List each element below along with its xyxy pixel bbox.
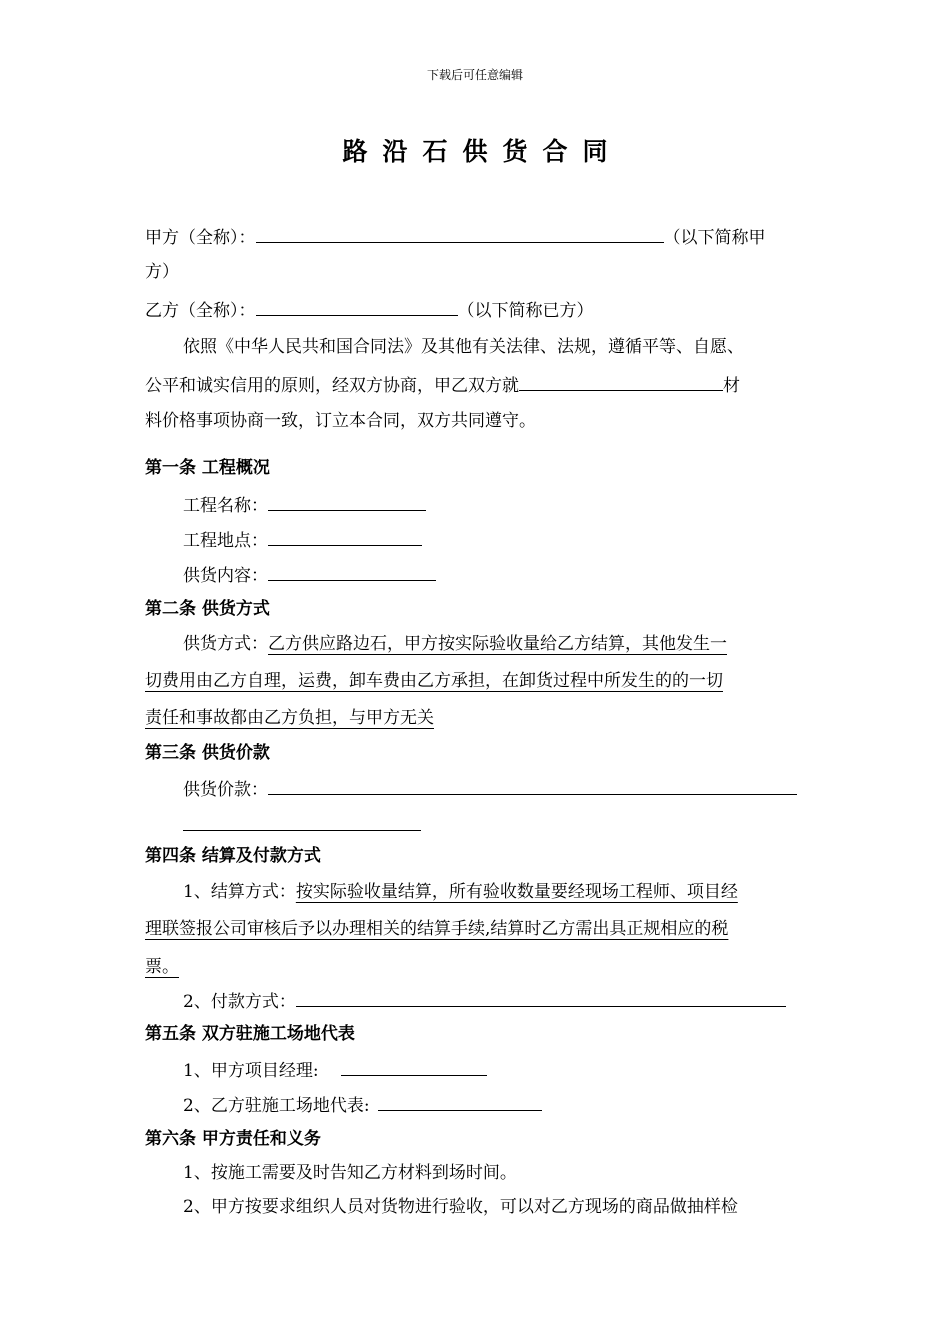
supply-content-label: 供货内容：	[183, 566, 268, 586]
preamble-line-3: 料价格事项协商一致，订立本合同，双方共同遵守。	[145, 411, 536, 431]
party-a-suffix: （以下简称甲	[663, 228, 766, 248]
supply-method-line-1	[183, 632, 727, 656]
duty-item-1: 1、按施工需要及时告知乙方材料到场时间。	[183, 1163, 517, 1183]
party-b-label: 乙方（全称）：	[145, 301, 256, 321]
party-b-suffix: （以下简称已方）	[457, 301, 594, 321]
party-b-blank[interactable]	[256, 297, 458, 316]
party-a-blank[interactable]	[256, 224, 664, 243]
article-3-heading: 第三条 供货价款	[145, 743, 270, 763]
header-note: 下载后可任意编辑	[426, 68, 523, 82]
preamble-line-1: 依照《中华人民共和国合同法》及其他有关法律、法规，遵循平等、自愿、	[183, 337, 744, 357]
b-rep-blank[interactable]	[378, 1092, 542, 1111]
a-rep-label: 1、甲方项目经理:	[183, 1061, 319, 1081]
page-title: 路沿石供货合同	[342, 137, 623, 166]
payment-label: 2、付款方式：	[183, 992, 296, 1012]
party-a-label: 甲方（全称）：	[145, 228, 256, 248]
article-2-heading: 第二条 供货方式	[145, 599, 270, 619]
project-name-line	[183, 492, 426, 518]
payment-line	[183, 988, 786, 1014]
material-blank[interactable]	[519, 372, 723, 391]
article-4-heading: 第四条 结算及付款方式	[145, 846, 321, 866]
preamble-line-2-post: 材	[723, 376, 740, 396]
supply-content-line	[183, 562, 436, 588]
price-line	[183, 776, 797, 802]
project-name-blank[interactable]	[268, 492, 426, 511]
article-6-heading: 第六条 甲方责任和义务	[145, 1129, 321, 1149]
project-site-line	[183, 527, 422, 553]
project-site-label: 工程地点：	[183, 531, 268, 551]
article-1-heading: 第一条 工程概况	[145, 458, 270, 478]
project-site-blank[interactable]	[268, 527, 422, 546]
project-name-label: 工程名称：	[183, 496, 268, 516]
preamble-line-2-pre: 公平和诚实信用的原则，经双方协商，甲乙双方就	[145, 376, 519, 396]
party-b-line	[145, 297, 594, 323]
supply-method-text-1: 乙方供应路边石，甲方按实际验收量给乙方结算，其他发生一	[268, 634, 727, 654]
duty-item-2: 2、甲方按要求组织人员对货物进行验收，可以对乙方现场的商品做抽样检	[183, 1197, 738, 1217]
settlement-text-2: 理联签报公司审核后予以办理相关的结算手续,结算时乙方需出具正规相应的税	[145, 919, 729, 939]
settlement-text-1: 按实际验收量结算，所有验收数量要经现场工程师、项目经	[295, 882, 738, 902]
b-rep-label: 2、乙方驻施工场地代表:	[183, 1096, 370, 1116]
settlement-text-3: 票。	[145, 957, 179, 977]
article-5-heading: 第五条 双方驻施工场地代表	[145, 1024, 355, 1044]
payment-blank[interactable]	[296, 988, 786, 1007]
settlement-line-1	[183, 880, 738, 904]
a-rep-line	[183, 1057, 487, 1083]
price-blank-1[interactable]	[268, 776, 797, 795]
b-rep-line	[183, 1092, 542, 1118]
supply-method-label: 供货方式：	[183, 634, 268, 654]
party-a-wrap: 方）	[145, 262, 179, 282]
price-label: 供货价款：	[183, 780, 268, 800]
supply-content-blank[interactable]	[268, 562, 436, 581]
party-a-line	[145, 224, 766, 250]
a-rep-blank[interactable]	[341, 1057, 487, 1076]
supply-method-text-2: 切费用由乙方自理，运费，卸车费由乙方承担，在卸货过程中所发生的的一切	[145, 671, 723, 691]
price-blank-2[interactable]	[183, 812, 421, 831]
settlement-label: 1、结算方式：	[183, 882, 296, 902]
preamble-line-2	[145, 372, 740, 398]
supply-method-text-3: 责任和事故都由乙方负担，与甲方无关	[145, 708, 434, 728]
price-line-2	[183, 812, 421, 838]
